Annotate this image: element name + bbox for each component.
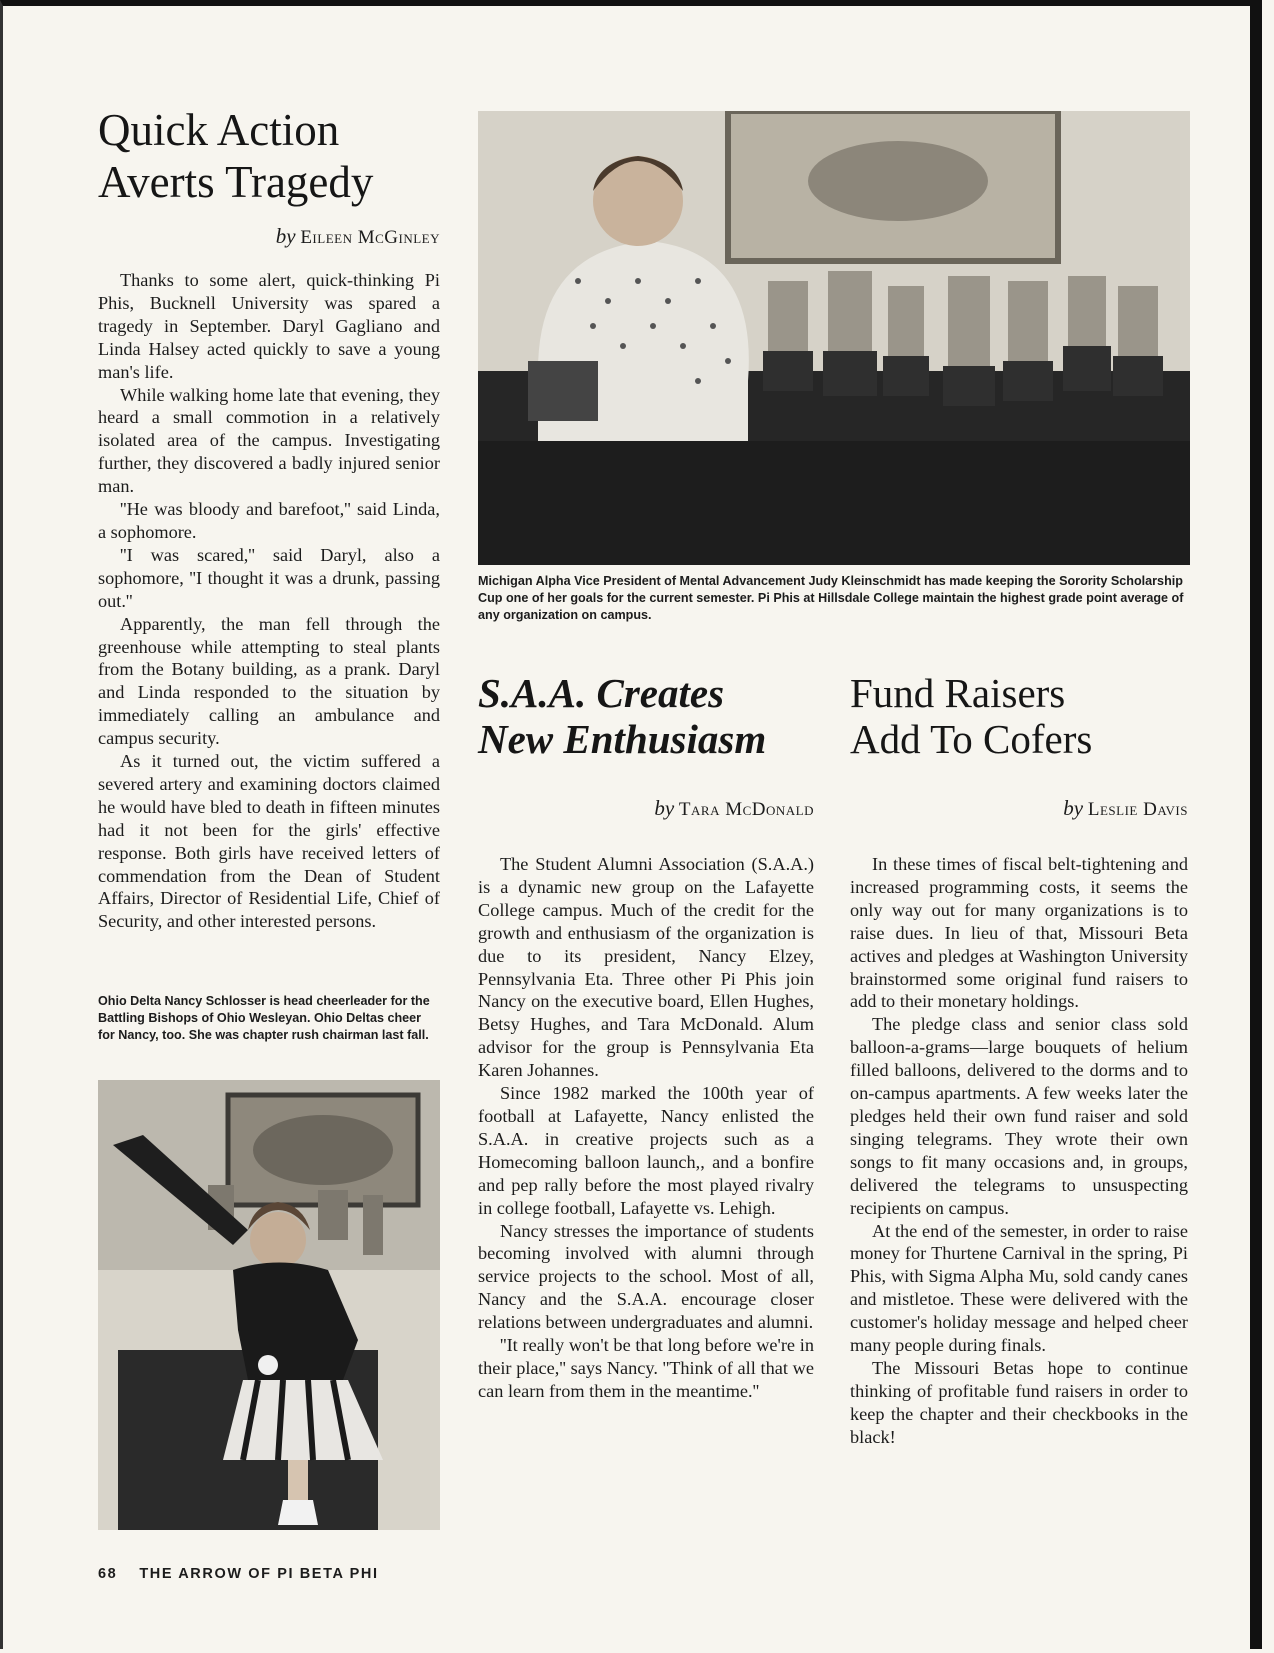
paragraph: Since 1982 marked the 100th year of football at Lafayette, Nancy enlisted the S.A.A. in creative projects such as a Homecoming balloon launch,, and a bonfire and pep rally before the most played rivalry in college football, Lafayette vs. Lehigh.: [478, 1083, 814, 1218]
byline-prefix: by: [275, 224, 296, 248]
publication-name: THE ARROW OF PI BETA PHI: [139, 1566, 379, 1582]
article-saa: [478, 670, 814, 1403]
paragraph: ''He was bloody and barefoot,'' said Linda, a sophomore.: [98, 499, 440, 542]
page-footer: [98, 1566, 379, 1582]
article-1-title: [98, 104, 440, 208]
page-number: 68: [98, 1566, 118, 1582]
article-quick-action: [98, 104, 440, 933]
article-2-byline: [478, 796, 814, 821]
cheerleader-photo-illustration: [98, 1080, 440, 1530]
byline-author: Tara McDonald: [678, 799, 814, 820]
byline-author: Eileen McGinley: [300, 227, 440, 248]
article-1-title-line2: Averts Tragedy: [98, 157, 374, 207]
article-1-byline: [98, 224, 440, 249]
article-1-title-line1: Quick Action: [98, 105, 340, 155]
article-fund-raisers: [850, 670, 1188, 1449]
photo-top-caption: Michigan Alpha Vice President of Mental Advancement Judy Kleinschmidt has made keeping the Sorority Scholarship Cup one of her goals for the current semester. Pi Phis at Hillsdale College maintain the highest grade point average of any organization on campus.: [478, 574, 1184, 622]
article-2-title-line2: New Enthusiasm: [478, 716, 767, 762]
byline-prefix: by: [654, 796, 675, 820]
paragraph: Apparently, the man fell through the greenhouse while attempting to steal plants from the Botany building, as a prank. Daryl and Linda responded to the situation by immediately calling an ambulance and campus security.: [98, 613, 440, 749]
paragraph: At the end of the semester, in order to raise money for Thurtene Carnival in the spring, Pi Phis, with Sigma Alpha Mu, sold candy canes and mistletoe. These were delivered with the customer's holiday message and helped cheer many people during finals.: [850, 1220, 1188, 1356]
byline-author: Leslie Davis: [1087, 799, 1188, 820]
article-3-title-line1: Fund Raisers: [850, 670, 1066, 716]
byline-prefix: by: [1063, 796, 1084, 820]
article-3-body: [850, 853, 1188, 1449]
paragraph: ''I was scared,'' said Daryl, also a sophomore, ''I thought it was a drunk, passing out.'': [98, 544, 440, 611]
paragraph: ''It really won't be that long before we're in their place,'' says Nancy. ''Think of all that we can learn from them in the meantime.'': [478, 1335, 814, 1401]
trophy-photo-illustration: [478, 111, 1190, 565]
paragraph: In these times of fiscal belt-tightening and increased programming costs, it seems the only way out for many organizations is to raise dues. In lieu of that, Missouri Beta actives and pledges at Washington University brainstormed some original fund raisers to add to their monetary holdings.: [850, 854, 1188, 1012]
article-2-body: [478, 853, 814, 1403]
photo-cheerleader: [98, 1080, 440, 1530]
article-2-title-line1: S.A.A. Creates: [478, 670, 725, 716]
photo-bottom-caption: Ohio Delta Nancy Schlosser is head cheerleader for the Battling Bishops of Ohio Wesleyan. Ohio Deltas cheer for Nancy, too. She was chapter rush chairman last fall.: [98, 994, 430, 1042]
paragraph: The Missouri Betas hope to continue thinking of profitable fund raisers in order to keep the chapter and their checkbooks in the black!: [850, 1357, 1188, 1447]
paragraph: As it turned out, the victim suffered a severed artery and examining doctors claimed he would have bled to death in fifteen minutes had it not been for the girls' effective response. Both girls have received letters of commendation from the Dean of Student Affairs, Director of Residential Life, Chief of Security, and other interested persons.: [98, 751, 440, 932]
photo-trophies: [478, 111, 1190, 565]
paragraph: While walking home late that evening, they heard a small commotion in a relatively isolated area of the campus. Investigating further, they discovered a badly injured senior man.: [98, 384, 440, 497]
paragraph: Thanks to some alert, quick-thinking Pi Phis, Bucknell University was spared a tragedy in September. Daryl Gagliano and Linda Halsey acted quickly to save a young man's life.: [98, 270, 440, 382]
article-3-title: [850, 670, 1188, 762]
article-3-title-line2: Add To Cofers: [850, 716, 1093, 762]
paragraph: The Student Alumni Association (S.A.A.) is a dynamic new group on the Lafayette College campus. Much of the credit for the growth and enthusiasm of the organization is due to its president, Nancy Elzey, Pennsylvania Eta. Three other Pi Phis join Nancy on the executive board, Ellen Hughes, Betsy Hughes, and Tara McDonald. Alum advisor for the group is Pennsylvania Eta Karen Johannes.: [478, 854, 814, 1081]
paragraph: Nancy stresses the importance of students becoming involved with alumni through service projects to the school. Most of all, Nancy and the S.A.A. encourage closer relations between undergraduates and alumni.: [478, 1220, 814, 1333]
article-2-title: [478, 670, 814, 762]
paragraph: The pledge class and senior class sold balloon-a-grams—large bouquets of helium filled balloons, delivered to the dorms and to on-campus apartments. A few weeks later the pledges held their own fund raiser and sold singing telegrams. They wrote their own songs to fit many occasions and, in groups, delivered the telegrams to unsuspecting recipients on campus.: [850, 1014, 1188, 1218]
article-3-byline: [850, 796, 1188, 821]
article-1-body: [98, 269, 440, 933]
